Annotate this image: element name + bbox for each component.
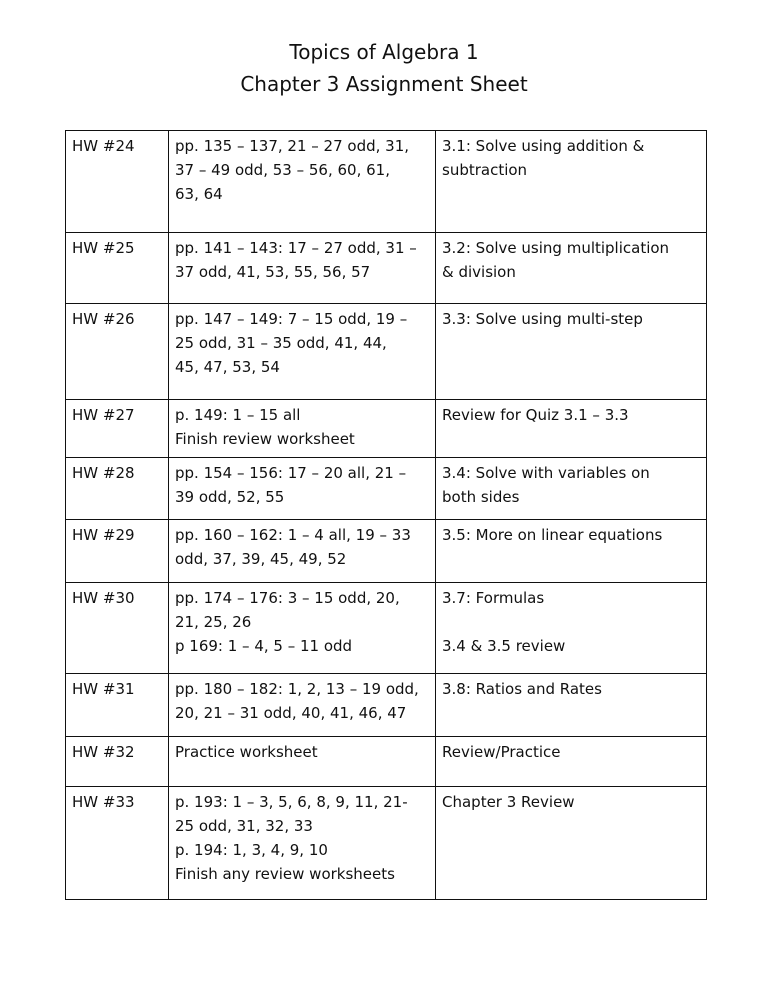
topic-cell bbox=[436, 674, 707, 737]
topic-line: Review for Quiz 3.1 – 3.3 bbox=[442, 406, 629, 424]
topic-line: 3.2: Solve using multiplication bbox=[442, 239, 670, 257]
pages-line: pp. 135 – 137, 21 – 27 odd, 31, bbox=[175, 137, 410, 155]
assignment-row bbox=[66, 583, 707, 674]
assignment-table bbox=[65, 130, 707, 900]
topic-line: & division bbox=[442, 263, 516, 281]
pages-line: 63, 64 bbox=[175, 185, 223, 203]
pages-line: pp. 154 – 156: 17 – 20 all, 21 – bbox=[175, 464, 407, 482]
topic-cell bbox=[436, 400, 707, 458]
hw-number: HW #25 bbox=[72, 239, 135, 257]
topic-cell bbox=[436, 233, 707, 304]
topic-cell bbox=[436, 131, 707, 233]
pages-line: p 169: 1 – 4, 5 – 11 odd bbox=[175, 637, 353, 655]
hw-number: HW #24 bbox=[72, 137, 135, 155]
topic-line: 3.4 & 3.5 review bbox=[442, 637, 566, 655]
pages-cell bbox=[169, 304, 436, 400]
hw-number-cell bbox=[66, 233, 169, 304]
assignment-row bbox=[66, 233, 707, 304]
pages-line: 25 odd, 31 – 35 odd, 41, 44, bbox=[175, 334, 387, 352]
assignment-row bbox=[66, 400, 707, 458]
hw-number: HW #26 bbox=[72, 310, 135, 328]
pages-cell bbox=[169, 131, 436, 233]
hw-number: HW #29 bbox=[72, 526, 135, 544]
pages-line: 21, 25, 26 bbox=[175, 613, 252, 631]
page-title: Topics of Algebra 1 bbox=[289, 40, 479, 64]
pages-line: 37 – 49 odd, 53 – 56, 60, 61, bbox=[175, 161, 390, 179]
pages-line: pp. 147 – 149: 7 – 15 odd, 19 – bbox=[175, 310, 408, 328]
pages-cell bbox=[169, 737, 436, 787]
topic-cell bbox=[436, 787, 707, 900]
topic-cell bbox=[436, 458, 707, 520]
assignment-row bbox=[66, 737, 707, 787]
topic-cell bbox=[436, 583, 707, 674]
page-subtitle: Chapter 3 Assignment Sheet bbox=[240, 72, 528, 96]
topic-line: Chapter 3 Review bbox=[442, 793, 575, 811]
pages-cell bbox=[169, 400, 436, 458]
pages-line: 39 odd, 52, 55 bbox=[175, 488, 285, 506]
topic-line: subtraction bbox=[442, 161, 528, 179]
hw-number-cell bbox=[66, 131, 169, 233]
topic-line: 3.5: More on linear equations bbox=[442, 526, 663, 544]
hw-number-cell bbox=[66, 583, 169, 674]
assignment-table-body bbox=[66, 131, 707, 900]
pages-line: pp. 160 – 162: 1 – 4 all, 19 – 33 bbox=[175, 526, 411, 544]
topic-line bbox=[442, 610, 700, 634]
hw-number: HW #31 bbox=[72, 680, 135, 698]
assignment-row bbox=[66, 131, 707, 233]
hw-number-cell bbox=[66, 737, 169, 787]
pages-line: 45, 47, 53, 54 bbox=[175, 358, 280, 376]
pages-line: pp. 141 – 143: 17 – 27 odd, 31 – bbox=[175, 239, 417, 257]
hw-number: HW #30 bbox=[72, 589, 135, 607]
pages-line: p. 193: 1 – 3, 5, 6, 8, 9, 11, 21- bbox=[175, 793, 408, 811]
hw-number-cell bbox=[66, 304, 169, 400]
assignment-row bbox=[66, 304, 707, 400]
page-header bbox=[0, 36, 768, 100]
hw-number-cell bbox=[66, 674, 169, 737]
pages-line: pp. 174 – 176: 3 – 15 odd, 20, bbox=[175, 589, 400, 607]
pages-line: pp. 180 – 182: 1, 2, 13 – 19 odd, bbox=[175, 680, 419, 698]
pages-cell bbox=[169, 674, 436, 737]
hw-number: HW #33 bbox=[72, 793, 135, 811]
hw-number: HW #28 bbox=[72, 464, 135, 482]
pages-line: Finish any review worksheets bbox=[175, 865, 395, 883]
hw-number: HW #27 bbox=[72, 406, 135, 424]
hw-number-cell bbox=[66, 520, 169, 583]
assignment-row bbox=[66, 520, 707, 583]
topic-cell bbox=[436, 737, 707, 787]
pages-cell bbox=[169, 233, 436, 304]
hw-number-cell bbox=[66, 400, 169, 458]
topic-line: 3.4: Solve with variables on bbox=[442, 464, 650, 482]
pages-line: 20, 21 – 31 odd, 40, 41, 46, 47 bbox=[175, 704, 407, 722]
pages-line: odd, 37, 39, 45, 49, 52 bbox=[175, 550, 347, 568]
topic-line: 3.7: Formulas bbox=[442, 589, 545, 607]
topic-line: both sides bbox=[442, 488, 520, 506]
pages-line: p. 194: 1, 3, 4, 9, 10 bbox=[175, 841, 328, 859]
pages-line: p. 149: 1 – 15 all bbox=[175, 406, 301, 424]
hw-number: HW #32 bbox=[72, 743, 135, 761]
topic-line: Review/Practice bbox=[442, 743, 561, 761]
topic-line: 3.8: Ratios and Rates bbox=[442, 680, 602, 698]
topic-line: 3.3: Solve using multi-step bbox=[442, 310, 643, 328]
hw-number-cell bbox=[66, 458, 169, 520]
pages-line: 37 odd, 41, 53, 55, 56, 57 bbox=[175, 263, 371, 281]
topic-cell bbox=[436, 304, 707, 400]
pages-cell bbox=[169, 458, 436, 520]
assignment-row bbox=[66, 458, 707, 520]
pages-cell bbox=[169, 520, 436, 583]
assignment-row bbox=[66, 674, 707, 737]
pages-cell bbox=[169, 787, 436, 900]
pages-line: Finish review worksheet bbox=[175, 430, 355, 448]
pages-line: 25 odd, 31, 32, 33 bbox=[175, 817, 313, 835]
assignment-row bbox=[66, 787, 707, 900]
hw-number-cell bbox=[66, 787, 169, 900]
pages-cell bbox=[169, 583, 436, 674]
topic-line: 3.1: Solve using addition & bbox=[442, 137, 645, 155]
pages-line: Practice worksheet bbox=[175, 743, 318, 761]
topic-cell bbox=[436, 520, 707, 583]
